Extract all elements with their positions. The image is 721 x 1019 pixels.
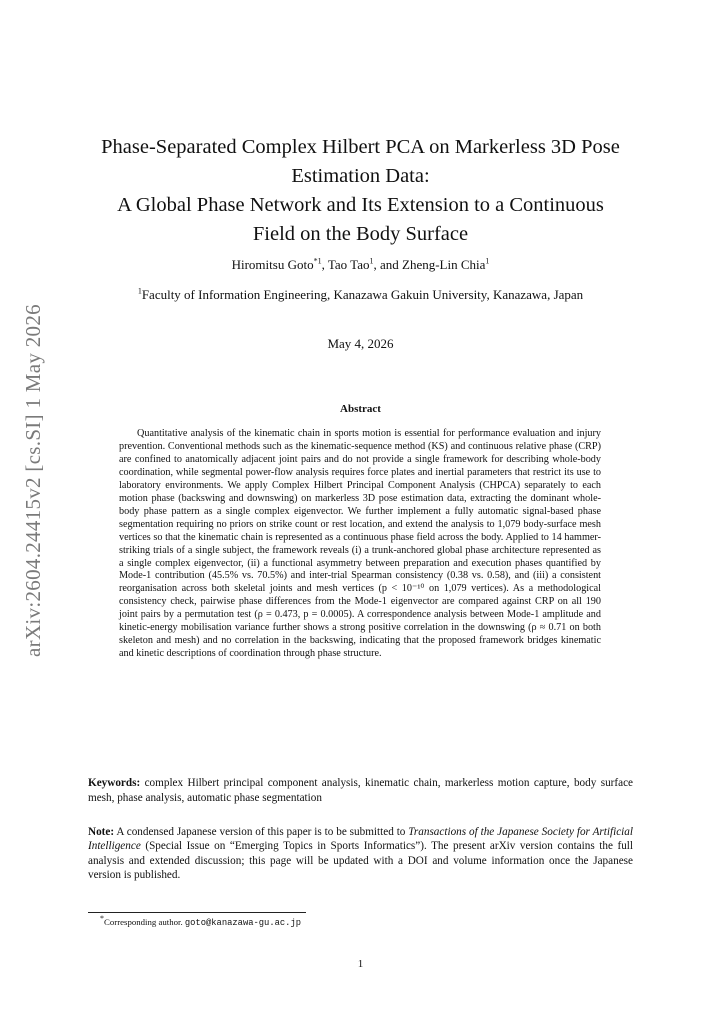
note-text: A condensed Japanese version of this paper is to be submitted to [116,826,409,838]
affiliation-mark: 1 [137,286,142,296]
arxiv-identifier-stamp [12,290,54,670]
author-name: Zheng-Lin Chia [402,257,486,272]
note-paragraph [88,825,633,883]
title-line: Phase-Separated Complex Hilbert PCA on Markerless 3D Pose [101,136,620,158]
footnote-rule [88,912,306,913]
affiliation-text: Faculty of Information Engineering, Kanazawa Gakuin University, Kanazawa, Japan [141,287,584,302]
abstract-heading: Abstract [340,403,381,415]
author-affiliation-mark: 1 [485,256,490,266]
title-line: A Global Phase Network and Its Extension to a Continuous [117,194,604,216]
keywords-label: Keywords: [88,777,141,789]
footnote-mark: * [100,914,104,924]
journal-name: Transactions of the Japanese Society for Artificial Intelligence [88,826,633,853]
paper-title [80,133,641,249]
footnote [100,914,620,928]
author-affiliation-mark: 1 [369,256,374,266]
keywords-paragraph [88,776,633,805]
page-number: 1 [357,958,364,970]
abstract-text: Quantitative analysis of the kinematic chain in sports motion is essential for performance evaluation and injury prevention. Conventional methods such as the kinematic-sequence method (KS) and continuous relative phase (CRP) are confined to anatomically adjacent joint pairs and do not provide a single framework for describing whole-body coordination, while segmental power-flow analysis requires force plates and inertial parameters that restrict its use to laboratory environments. We apply Complex Hilbert Principal Component Analysis (CHPCA) separately to each motion phase (backswing and downswing) on markerless 3D pose estimation data, extracting the dominant whole-body phase pattern as a single complex eigenvector. We further implement a fully automatic signal-based phase segmentation requiring no priors on strike count or rest location, and extend the analysis to 1,079 body-surface mesh vertices so that the kinematic chain is represented as a continuous phase field across the body. Applied to 14 hammer-striking trials of a single subject, the framework reveals (i) a trunk-anchored global phase architecture represented as a single complex eigenvector, (ii) a functional asymmetry between preparation and execution phases quantified by Mode-1 contribution (45.5% vs. 70.5%) and inter-trial Spearman consistency (0.38 vs. 0.58), and (iii) a consistent reorganisation across both skeletal joints and mesh vertices (p < 10⁻¹⁰ on 1,079 vertices). As a methodological consistency check, pairwise phase differences from the Mode-1 eigenvector are compared against CRP on all 190 joint pairs by a permutation test (ρ = 0.473, p = 0.0005). A correspondence analysis between Mode-1 amplitude and kinetic-energy mobilisation variance further shows a strong positive correlation in the downswing (ρ ≈ 0.71 on both skeleton and mesh) and no correlation in the backswing, indicating that the proposed framework bridges kinematic and kinetic descriptions of coordination through phase structure. [119,428,601,660]
note-text: (Special Issue on “Emerging Topics in Sports Informatics”). The present arXiv version contains the full analysis and extended discussion; this page will be updated with a DOI and volume information once the Japanese version is published. [88,840,633,882]
keywords-text: complex Hilbert principal component analysis, kinematic chain, markerless motion capture, body surface mesh, phase analysis, automatic phase segmentation [88,777,634,804]
footnote-text: Corresponding author. [104,917,185,927]
arxiv-identifier-text: arXiv:2604.24415v2 [cs.SI] 1 May 2026 [20,303,45,657]
author-separator: , [321,257,328,272]
author-name: Hiromitsu Goto [231,257,314,272]
author-name: Tao Tao [327,257,370,272]
affiliation [80,287,641,303]
publication-date: May 4, 2026 [327,336,394,351]
author-list [80,257,641,273]
author-affiliation-mark: *1 [313,256,322,266]
author-separator: , and [373,257,402,272]
title-line: Field on the Body Surface [252,223,469,245]
title-line: Estimation Data: [291,165,430,187]
note-label: Note: [88,826,115,838]
author-email-link[interactable]: goto@kanazawa-gu.ac.jp [184,918,302,928]
